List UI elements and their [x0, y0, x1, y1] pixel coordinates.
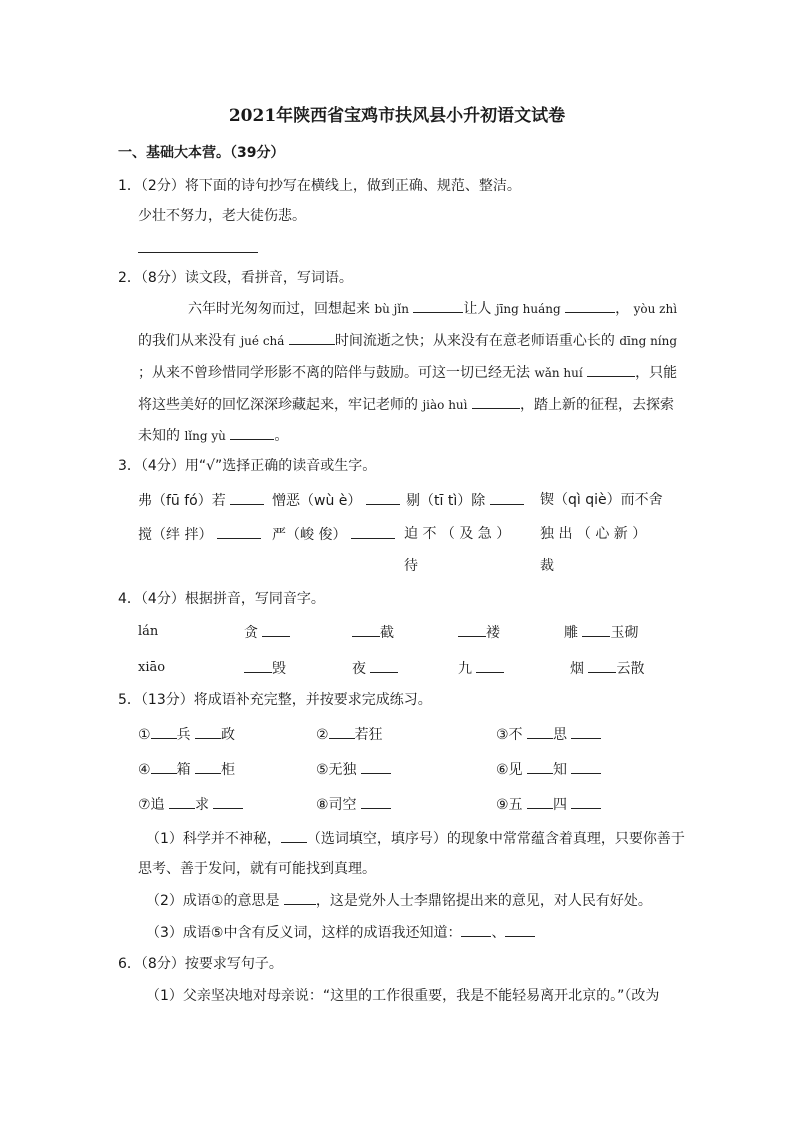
blank-bujin[interactable] — [413, 298, 463, 313]
blank-q4-4[interactable] — [582, 622, 610, 637]
question-4-stem: 4．（4分）根据拼音，写同音字。 — [118, 591, 325, 607]
q3-item-duchuxincai: 独 出 （ 心 新 ） — [540, 526, 647, 542]
q3-item-yanjun: 严（峻 俊） — [272, 524, 395, 545]
blank-q4-1[interactable] — [262, 622, 290, 637]
q4-xiao-4: 烟 云散 — [570, 658, 644, 679]
pinyin-dingning: dīng níng — [619, 334, 678, 348]
question-6-stem: 6．（8分）按要求写句子。 — [118, 956, 283, 972]
blank-q3-5[interactable] — [217, 524, 261, 539]
blank-idiom-6a[interactable] — [527, 759, 553, 774]
blank-idiom-1a[interactable] — [151, 724, 177, 739]
blank-idiom-9b[interactable] — [571, 794, 601, 809]
blank-q4-2[interactable] — [352, 622, 380, 637]
blank-jiaohui[interactable] — [472, 394, 520, 409]
blank-q4-6[interactable] — [370, 658, 398, 673]
idiom-5: ⑤无独 — [316, 759, 391, 780]
question-2-line-5: 未知的 lǐng yù 。 — [138, 425, 288, 446]
blank-q4-5[interactable] — [244, 658, 272, 673]
blank-idiom-9a[interactable] — [527, 794, 553, 809]
pinyin-jiaohui: jiào huì — [422, 398, 468, 412]
blank-q5-sub3a[interactable] — [461, 922, 491, 937]
blank-q3-3[interactable] — [490, 490, 524, 505]
q3-item-pobujidai: 迫 不 （ 及 急 ） — [404, 526, 511, 542]
q4-xiao-3: 九 — [458, 658, 504, 679]
idiom-3: ③不 思 — [496, 724, 601, 745]
pinyin-lan: lán — [138, 624, 159, 639]
question-2-line-1: 六年时光匆匆而过，回想起来 bù jǐn 让人 jīng huáng ， yòu zhì — [188, 298, 677, 319]
blank-q5-sub2[interactable] — [284, 890, 316, 905]
idiom-4: ④ 箱 柜 — [138, 759, 235, 780]
blank-idiom-4a[interactable] — [151, 759, 177, 774]
answer-line-q1[interactable] — [138, 252, 258, 253]
q3-item-qieerbushe: 锲（qì qiè）而不舍 — [540, 492, 663, 508]
idiom-7: ⑦追 求 — [138, 794, 243, 815]
pinyin-juecha: jué chá — [240, 334, 285, 348]
idiom-8: ⑧司空 — [316, 794, 391, 815]
blank-idiom-2[interactable] — [329, 724, 355, 739]
idiom-1: ① 兵 政 — [138, 724, 235, 745]
pinyin-bujin: bù jǐn — [374, 302, 409, 316]
blank-q5-sub1[interactable] — [281, 828, 307, 843]
pinyin-wanhui: wǎn huí — [534, 366, 583, 380]
q3-item-zengwu: 憎恶（wù è） — [272, 490, 400, 511]
pinyin-xiao: xiāo — [138, 660, 166, 675]
q4-xiao-1: 毁 — [244, 658, 286, 679]
idiom-9: ⑨五 四 — [496, 794, 601, 815]
question-2-stem: 2．（8分）读文段，看拼音，写词语。 — [118, 270, 353, 286]
pinyin-lingyu: lǐng yù — [184, 429, 226, 443]
idiom-2: ② 若狂 — [316, 724, 383, 745]
blank-jinghuang[interactable] — [565, 298, 615, 313]
question-1-poem: 少壮不努力，老大徒伤悲。 — [138, 208, 306, 224]
q4-xiao-2: 夜 — [352, 658, 398, 679]
question-2-line-2: 的我们从来没有 jué chá 时间流逝之快；从来没有在意老师语重心长的 dīng níng — [138, 330, 677, 351]
question-2-line-3: ；从来不曾珍惜同学形影不离的陪伴与鼓励。可这一切已经无法 wǎn huí ，只能 — [138, 362, 677, 383]
blank-q5-sub3b[interactable] — [505, 922, 535, 937]
section-heading: 一、基础大本营。（39分） — [118, 145, 285, 161]
blank-idiom-4b[interactable] — [195, 759, 221, 774]
blank-idiom-3a[interactable] — [527, 724, 553, 739]
blank-idiom-8[interactable] — [361, 794, 391, 809]
blank-wanhui[interactable] — [587, 362, 635, 377]
question-2-line-4: 将这些美好的回忆深深珍藏起来，牢记老师的 jiào huì ，踏上新的征程，去探索 — [138, 394, 674, 415]
q3-char-cai: 裁 — [540, 558, 554, 574]
question-5-sub-1-cont: 思考、善于发问，就有可能找到真理。 — [138, 861, 376, 877]
question-6-sub-1: （1）父亲坚决地对母亲说：“这里的工作很重要，我是不能轻易离开北京的。”（改为 — [146, 988, 660, 1004]
blank-q4-7[interactable] — [476, 658, 504, 673]
question-3-stem: 3．（4分）用“√”选择正确的读音或生字。 — [118, 458, 377, 474]
pinyin-youzhi: yòu zhì — [633, 302, 678, 316]
pinyin-jinghuang: jīng huáng — [495, 302, 561, 316]
blank-q3-6[interactable] — [351, 524, 395, 539]
blank-idiom-7b[interactable] — [213, 794, 243, 809]
question-1-stem: 1．（2分）将下面的诗句抄写在横线上，做到正确、规范、整洁。 — [118, 178, 521, 194]
blank-idiom-1b[interactable] — [195, 724, 221, 739]
q4-lan-4: 雕 玉砌 — [564, 622, 638, 643]
blank-q3-1[interactable] — [230, 490, 264, 505]
q3-item-tichu: 剔（tī tì）除 — [406, 490, 524, 511]
blank-idiom-5[interactable] — [361, 759, 391, 774]
blank-idiom-7a[interactable] — [169, 794, 195, 809]
blank-idiom-3b[interactable] — [571, 724, 601, 739]
blank-q4-8[interactable] — [588, 658, 616, 673]
blank-juecha[interactable] — [289, 330, 335, 345]
idiom-6: ⑥见 知 — [496, 759, 601, 780]
q3-item-jiaoban: 搅（绊 拌） — [138, 524, 261, 545]
q3-item-fuo: 弗（fū fó）若 — [138, 490, 264, 511]
blank-q4-3[interactable] — [458, 622, 486, 637]
question-5-stem: 5．（13分）将成语补充完整，并按要求完成练习。 — [118, 692, 432, 708]
blank-idiom-6b[interactable] — [571, 759, 601, 774]
q4-lan-1: 贪 — [244, 622, 290, 643]
question-5-sub-2: （2）成语①的意思是 ，这是党外人士李鼎铭提出来的意见，对人民有好处。 — [146, 890, 652, 911]
q3-char-dai: 待 — [404, 558, 418, 574]
question-5-sub-3: （3）成语⑤中含有反义词，这样的成语我还知道： 、 — [146, 922, 535, 943]
page-title: 2021年陕西省宝鸡市扶风县小升初语文试卷 — [228, 106, 566, 126]
blank-lingyu[interactable] — [230, 425, 274, 440]
question-5-sub-1: （1）科学并不神秘， （选词填空，填序号）的现象中常常蕴含着真理，只要你善于 — [146, 828, 685, 849]
q4-lan-3: 褛 — [458, 622, 500, 643]
q4-lan-2: 截 — [352, 622, 394, 643]
blank-q3-2[interactable] — [366, 490, 400, 505]
